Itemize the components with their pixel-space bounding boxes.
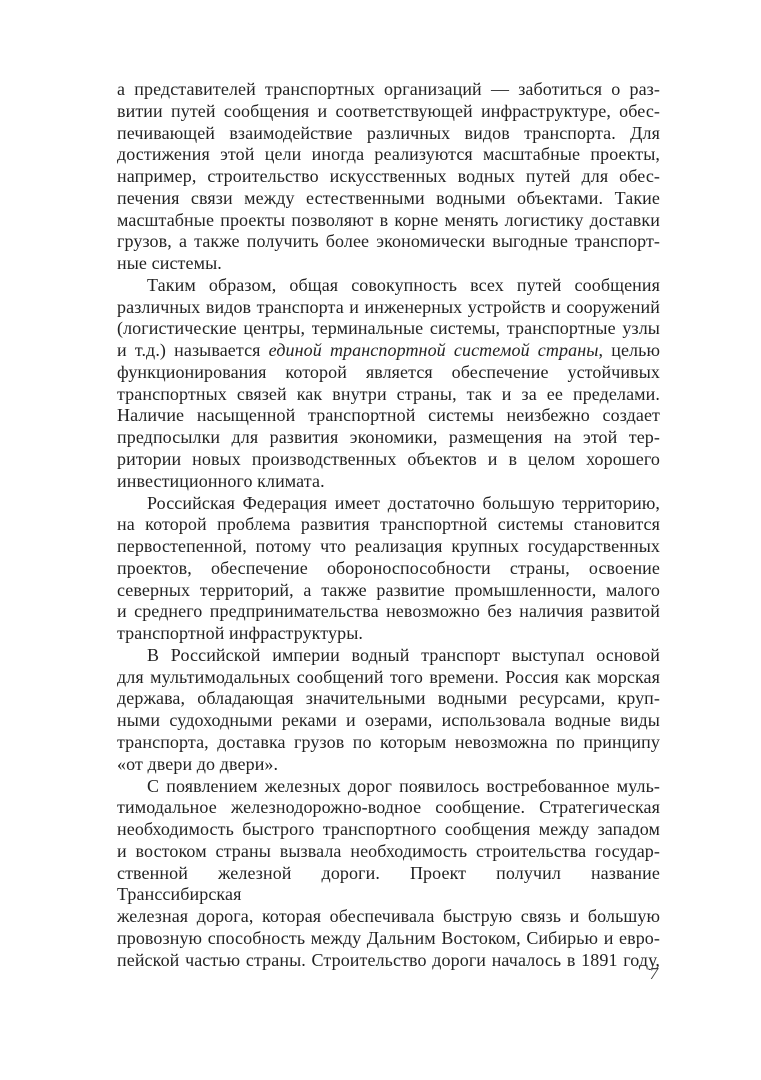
- text-line: проектов, обеспечение обороноспособности страны, освоение: [117, 557, 660, 578]
- text-line: и среднего предпринимательства невозможно без наличия развитой: [117, 601, 660, 622]
- text-segment: и т.д.) называется: [117, 340, 269, 361]
- page-number: 7: [649, 964, 658, 983]
- text-line: ритории новых производственных объектов и в целом хорошего: [117, 449, 660, 470]
- text-line: С появлением железных дорог появилось востребованное муль-: [147, 775, 660, 796]
- text-line: ные системы.: [117, 253, 222, 274]
- text-line: Наличие насыщенной транспортной системы неизбежно создает: [117, 405, 660, 426]
- text-block: [117, 79, 660, 971]
- paragraph: [117, 645, 660, 776]
- text-line: печивающей взаимодействие различных видов транспорта. Для: [117, 122, 660, 143]
- text-line: витии путей сообщения и соответствующей инфраструктуре, обес-: [117, 100, 660, 121]
- text-line: инвестиционного климата.: [117, 470, 325, 491]
- text-line: «от двери до двери».: [117, 753, 279, 774]
- text-line: транспорта, доставка грузов по которым невозможна по принципу: [117, 731, 660, 752]
- text-line: необходимость быстрого транспортного сообщения между западом: [117, 819, 660, 840]
- text-segment: , целью: [598, 340, 660, 361]
- text-line: например, строительство искусственных водных путей для обес-: [117, 166, 660, 187]
- paragraph: [117, 776, 660, 972]
- text-line: Российская Федерация имеет достаточно большую территорию,: [147, 492, 660, 513]
- text-line: достижения этой цели иногда реализуются масштабные проекты,: [117, 144, 660, 165]
- text-line: на которой проблема развития транспортной системы становится: [117, 514, 660, 535]
- text-line: (логистические центры, терминальные системы, транспортные узлы: [117, 318, 660, 339]
- text-line: транспортной инфраструктуры.: [117, 623, 364, 644]
- text-line: и востоком страны вызвала необходимость строительства государ-: [117, 840, 660, 861]
- text-line: провозную способность между Дальним Востоком, Сибирью и евро-: [117, 927, 660, 948]
- paragraph: [117, 79, 660, 275]
- text-line: различных видов транспорта и инженерных устройств и сооружений: [117, 296, 660, 317]
- page-footer: [117, 964, 660, 984]
- text-line: северных территорий, а также развитие промышленности, малого: [117, 579, 660, 600]
- text-line: печения связи между естественными водными объектами. Такие: [117, 187, 660, 208]
- text-line: грузов, а также получить более экономически выгодные транспорт-: [117, 231, 660, 252]
- text-line: масштабные проекты позволяют в корне менять логистику доставки: [117, 209, 660, 230]
- text-line: для мультимодальных сообщений того времени. Россия как морская: [117, 666, 660, 687]
- text-line: а представителей транспортных организаций — заботиться о раз-: [117, 79, 660, 99]
- text-line: держава, обладающая значительными водными ресурсами, круп-: [117, 688, 660, 709]
- text-line: ственной железной дороги. Проект получил название Транссибирская: [117, 862, 660, 905]
- text-line: транспортных связей как внутри страны, так и за ее пределами.: [117, 383, 660, 404]
- text-line: предпосылки для развития экономики, размещения на этой тер-: [117, 427, 660, 448]
- text-line: пейской частью страны. Строительство дороги началось в 1891 году,: [117, 949, 660, 970]
- paragraph: [117, 275, 660, 493]
- text-line: ными судоходными реками и озерами, использовала водные виды: [117, 710, 660, 731]
- text-line: Таким образом, общая совокупность всех путей сообщения: [147, 274, 660, 295]
- text-line: [117, 340, 660, 362]
- text-line: тимодальное железнодорожно-водное сообщение. Стратегическая: [117, 797, 660, 818]
- emphasis-text: единой транспортной системой страны: [268, 340, 599, 361]
- text-line: железная дорога, которая обеспечивала быструю связь и большую: [117, 906, 660, 927]
- text-line: функционирования которой является обеспечение устойчивых: [117, 361, 660, 382]
- text-line: В Российской империи водный транспорт выступал основой: [147, 644, 660, 665]
- paragraph: [117, 493, 660, 645]
- text-line: первостепенной, потому что реализация крупных государственных: [117, 536, 660, 557]
